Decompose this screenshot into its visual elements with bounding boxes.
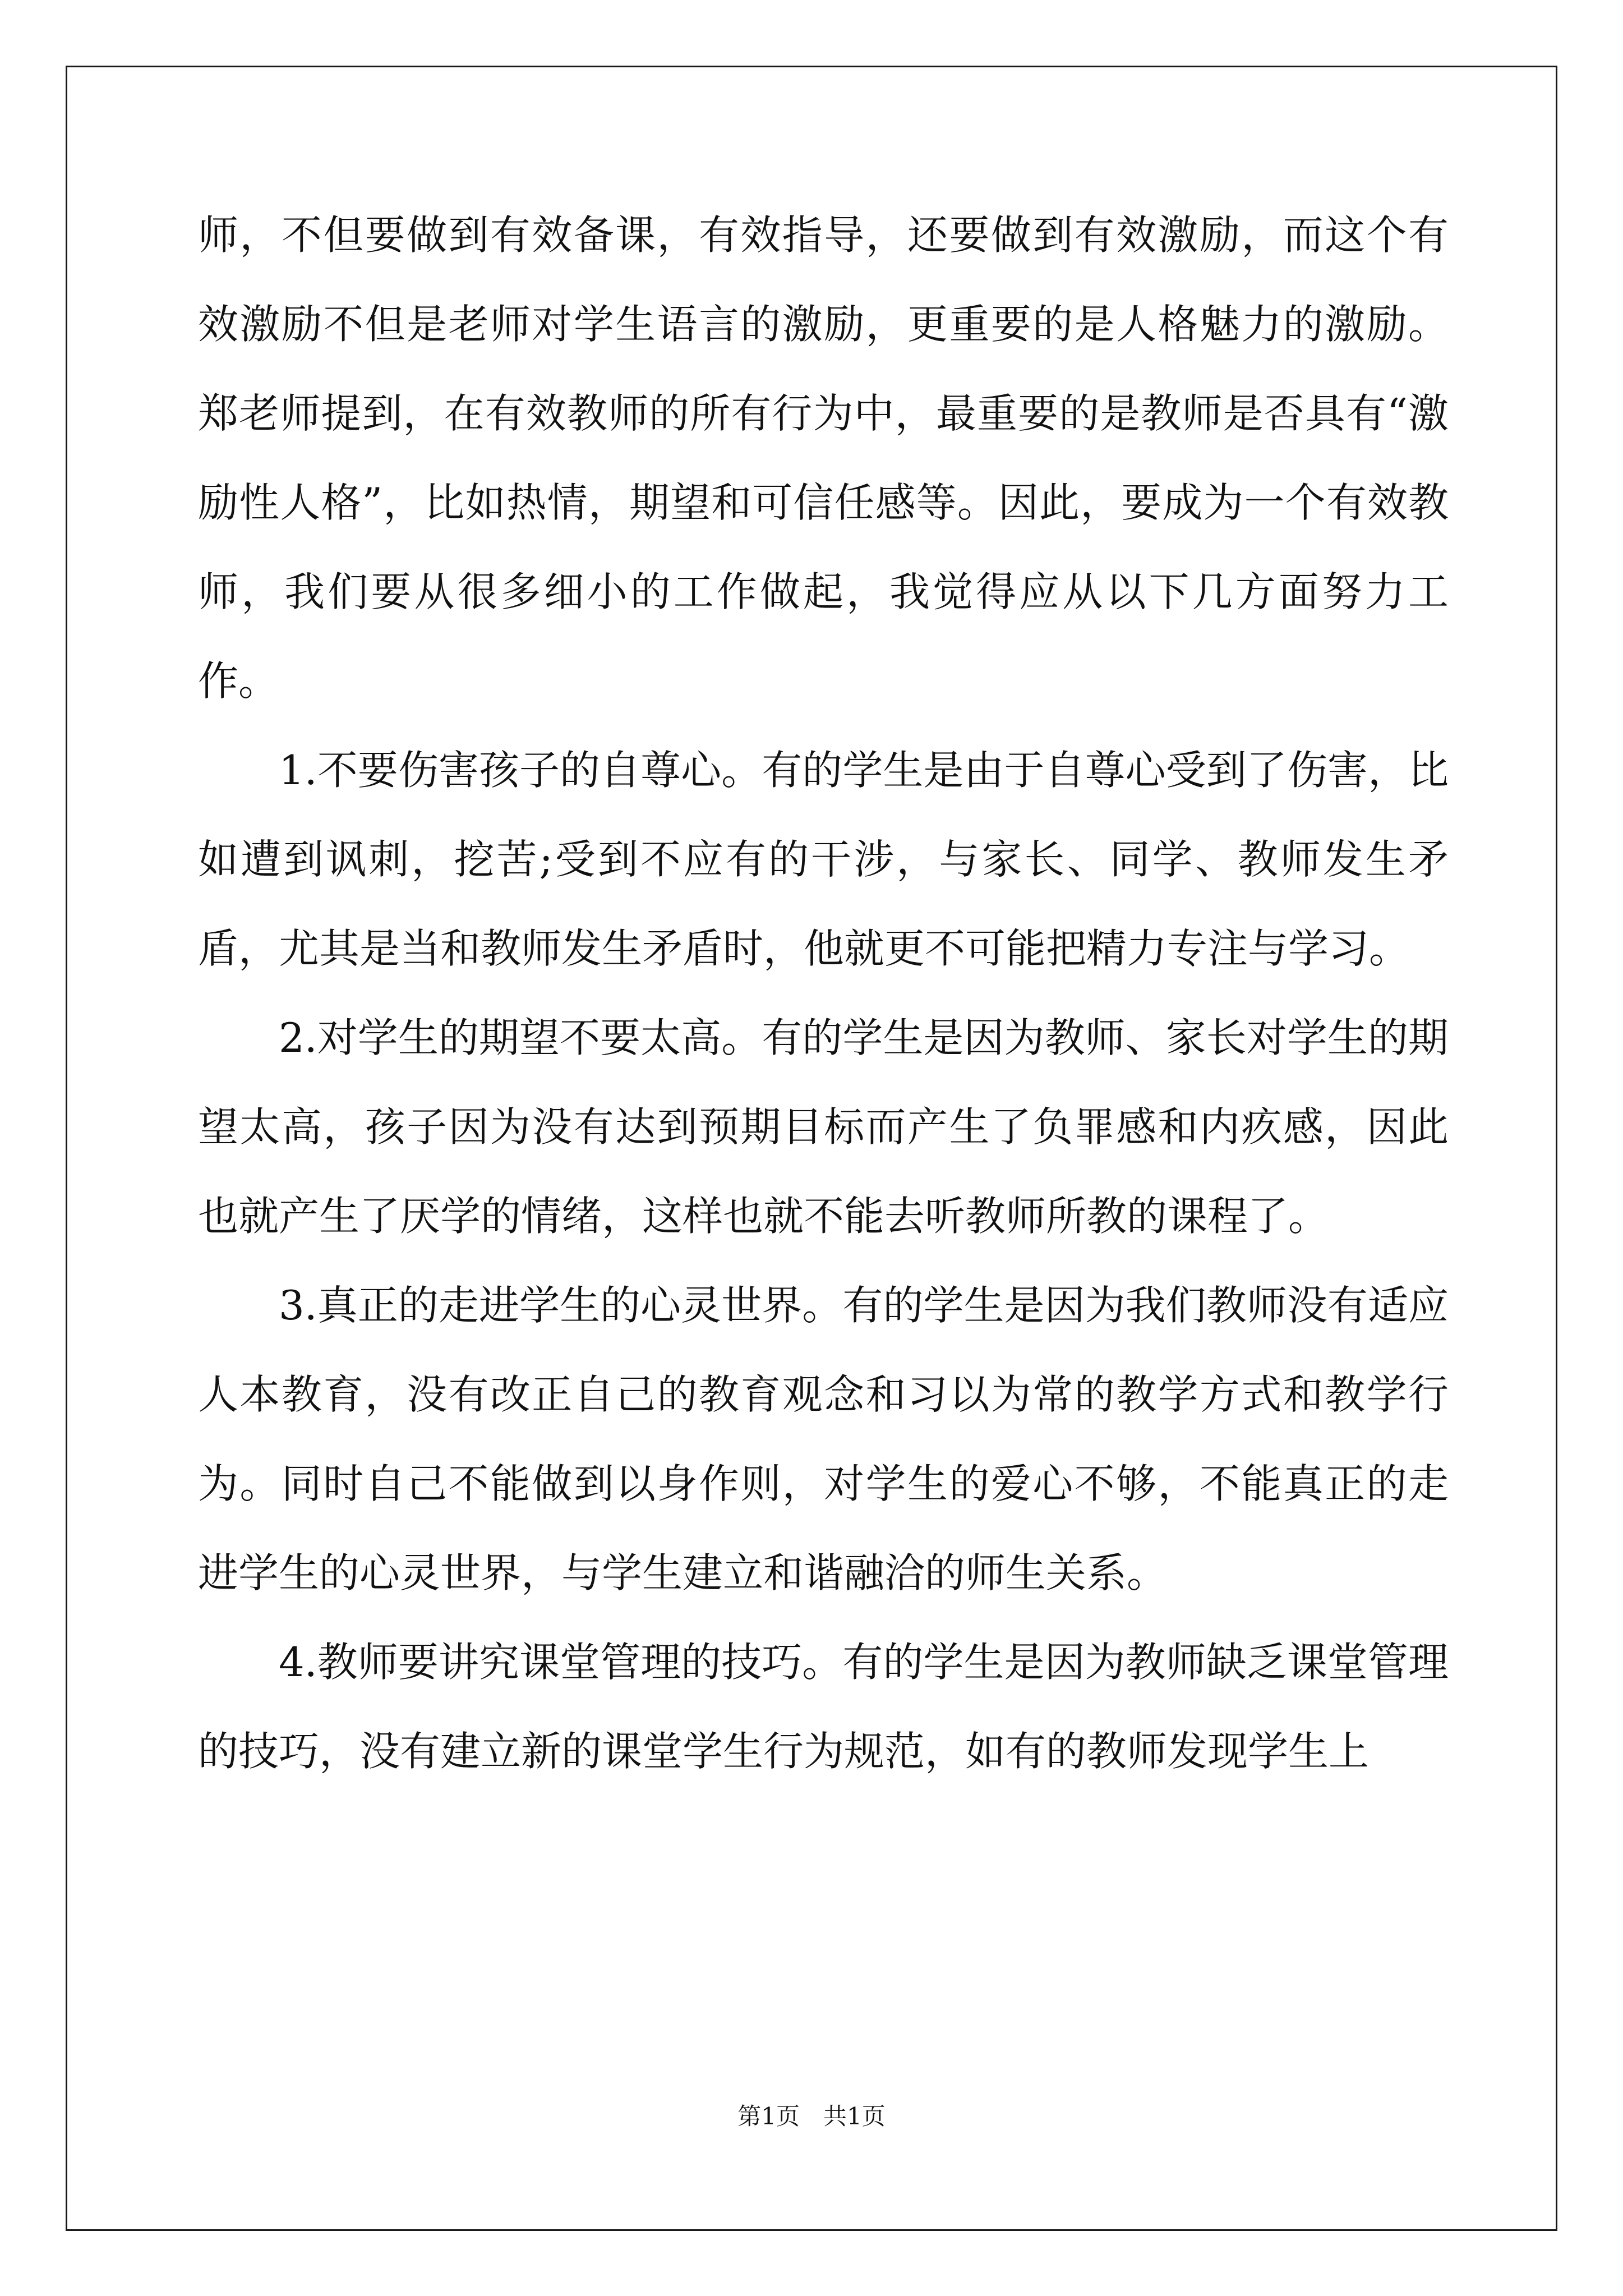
paragraph-4: 3.真正的走进学生的心灵世界。有的学生是因为我们教师没有适应人本教育，没有改正自己的教育观念和习以为常的教学方式和教学行为。同时自己不能做到以身作则，对学生的爱心不够，不能真正的走进学生的心灵世界，与学生建立和谐融洽的师生关系。 [198,1282,1449,1596]
paragraph-3: 2.对学生的期望不要太高。有的学生是因为教师、家长对学生的期望太高，孩子因为没有达到预期目标而产生了负罪感和内疚感，因此也就产生了厌学的情绪，这样也就不能去听教师所教的课程了。 [198,1014,1449,1240]
page-footer: 第1页 共1页 [737,2102,886,2130]
paragraph-2: 1.不要伤害孩子的自尊心。有的学生是由于自尊心受到了伤害，比如遭到讽刺，挖苦;受到不应有的干涉，与家长、同学、教师发生矛盾，尤其是当和教师发生矛盾时，他就更不可能把精力专注与学习。 [198,747,1449,972]
paragraph-5: 4.教师要讲究课堂管理的技巧。有的学生是因为教师缺乏课堂管理的技巧，没有建立新的课堂学生行为规范，如有的教师发现学生上 [198,1639,1449,1775]
document-body [198,191,1449,1796]
paragraph-1: 师，不但要做到有效备课，有效指导，还要做到有效激励，而这个有效激励不但是老师对学生语言的激励，更重要的是人格魅力的激励。郑老师提到，在有效教师的所有行为中，最重要的是教师是否具有“激励性人格”，比如热情，期望和可信任感等。因此，要成为一个有效教师，我们要从很多细小的工作做起，我觉得应从以下几方面努力工作。 [198,211,1449,705]
